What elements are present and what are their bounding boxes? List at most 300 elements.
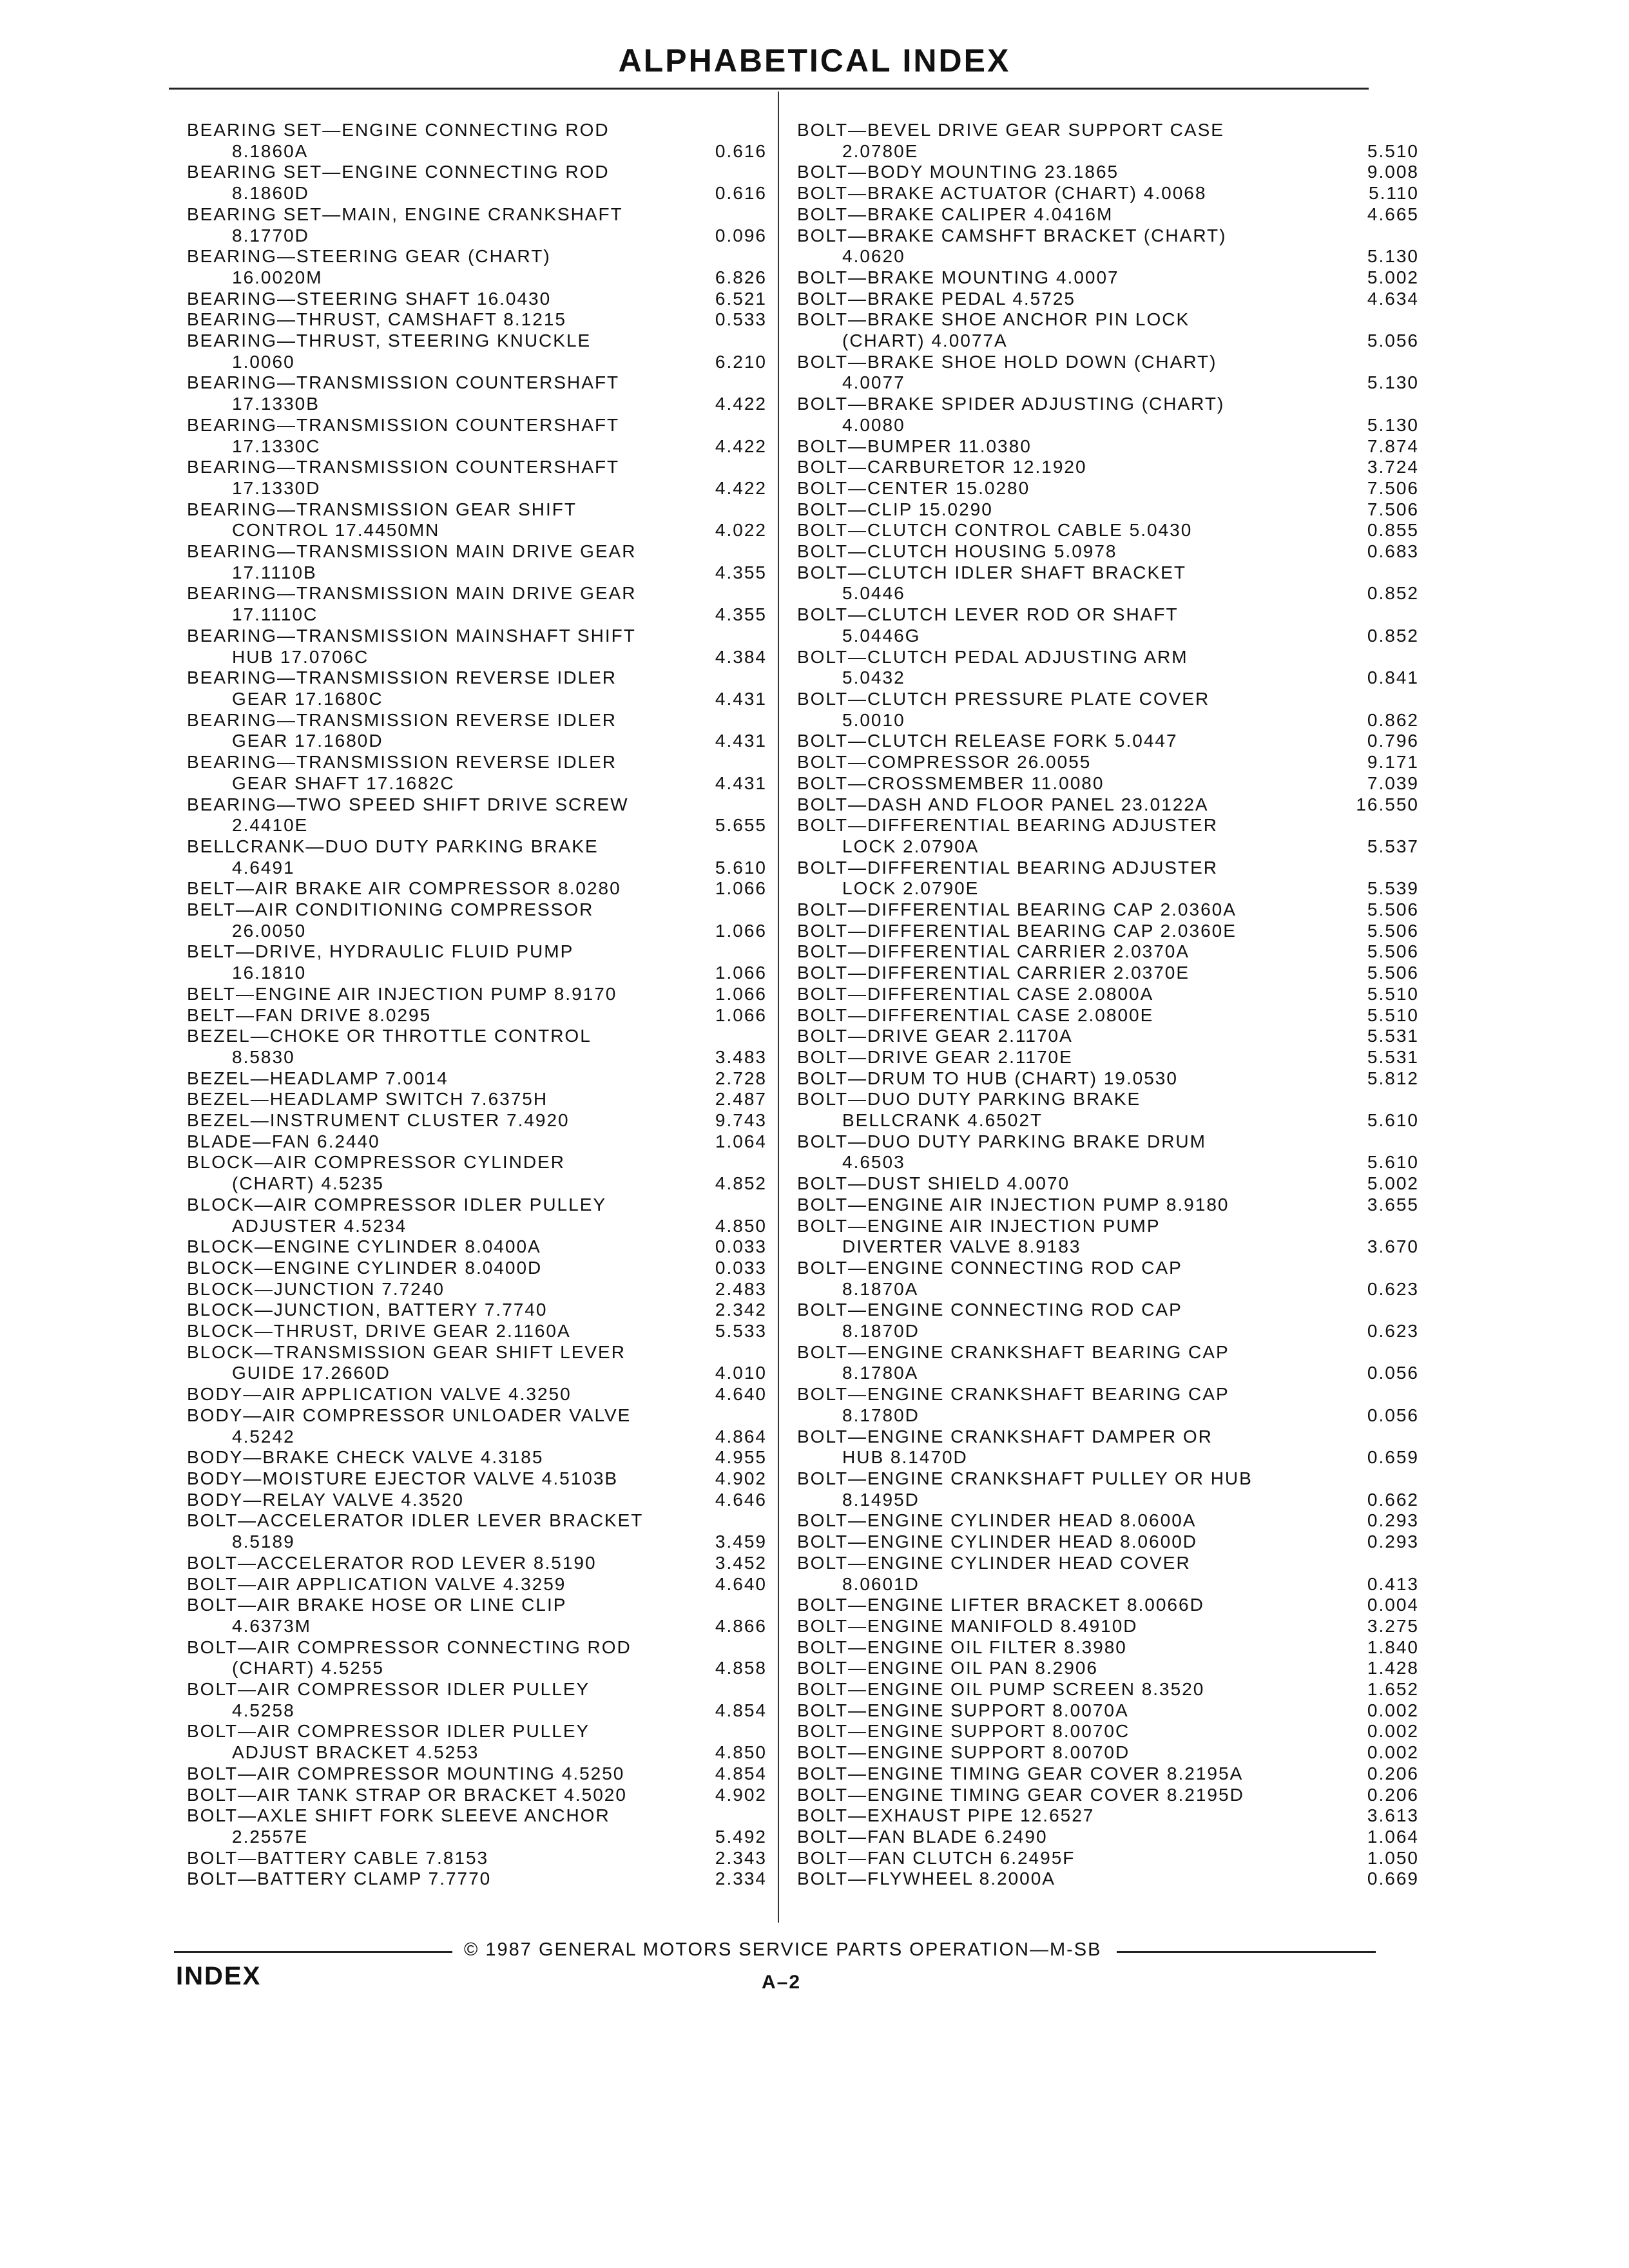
entry-name: BELT—AIR BRAKE AIR COMPRESSOR 8.0280 (187, 878, 621, 899)
entry-page-ref: 7.506 (1367, 477, 1419, 498)
index-entry (797, 858, 1419, 899)
entry-page-ref: 5.610 (1367, 1110, 1419, 1131)
entry-name-continued: 4.6503 (842, 1152, 905, 1173)
index-entry (187, 878, 767, 899)
entry-name-continued: 8.1860D (232, 183, 309, 204)
index-entry (797, 689, 1419, 731)
entry-name-continued: 17.1110C (232, 604, 318, 625)
entry-page-ref: 3.655 (1367, 1194, 1419, 1215)
index-entry (797, 963, 1419, 984)
index-entry (797, 794, 1419, 816)
entry-page-ref: 0.293 (1367, 1532, 1419, 1552)
index-entry (187, 1637, 767, 1679)
index-entry (187, 1595, 767, 1637)
entry-name: BOLT—ENGINE CRANKSHAFT BEARING CAP (797, 1341, 1229, 1362)
entry-name: BOLT—ENGINE CONNECTING ROD CAP (797, 1300, 1182, 1320)
entry-name-continued: DIVERTER VALVE 8.9183 (842, 1236, 1081, 1257)
index-entry (797, 1173, 1419, 1195)
entry-page-ref: 1.064 (715, 1131, 767, 1151)
index-entry (797, 647, 1419, 689)
entry-name: BOLT—BATTERY CLAMP 7.7770 (187, 1869, 492, 1889)
index-entry (797, 1532, 1419, 1553)
index-entry (797, 520, 1419, 541)
entry-page-ref: 0.855 (1367, 520, 1419, 541)
entry-name: BOLT—ENGINE CYLINDER HEAD 8.0600A (797, 1510, 1197, 1531)
page-number: A–2 (762, 1972, 802, 1993)
entry-page-ref: 5.510 (1367, 140, 1419, 161)
entry-page-ref: 5.655 (715, 815, 767, 836)
entry-name: BOLT—DIFFERENTIAL CARRIER 2.0370E (797, 963, 1190, 983)
right-index-column (797, 120, 1419, 1890)
entry-name: BEZEL—HEADLAMP SWITCH 7.6375H (187, 1089, 548, 1110)
entry-name-continued: 8.1870A (842, 1278, 919, 1299)
page-title: ALPHABETICAL INDEX (618, 43, 1011, 79)
index-entry (187, 794, 767, 836)
entry-name: BOLT—BRAKE SPIDER ADJUSTING (CHART) (797, 394, 1225, 414)
entry-page-ref: 5.531 (1367, 1046, 1419, 1067)
entry-name: BOLT—AIR COMPRESSOR MOUNTING 4.5250 (187, 1763, 625, 1783)
index-entry (187, 541, 767, 583)
entry-page-ref: 4.866 (715, 1615, 767, 1636)
entry-page-ref: 4.640 (715, 1573, 767, 1594)
entry-name-continued: HUB 8.1470D (842, 1447, 968, 1468)
entry-name-continued: 2.0780E (842, 140, 919, 161)
entry-page-ref: 5.002 (1367, 1173, 1419, 1194)
entry-name-continued: 1.0060 (232, 351, 295, 372)
entry-name: BELT—ENGINE AIR INJECTION PUMP 8.9170 (187, 983, 617, 1004)
entry-name-continued: GEAR SHAFT 17.1682C (232, 773, 455, 793)
entry-name: BOLT—ENGINE TIMING GEAR COVER 8.2195A (797, 1763, 1244, 1783)
entry-name-continued: ADJUST BRACKET 4.5253 (232, 1742, 479, 1763)
entry-page-ref: 5.531 (1367, 1026, 1419, 1046)
entry-page-ref: 16.550 (1356, 794, 1419, 814)
entry-name: BOLT—AIR APPLICATION VALVE 4.3259 (187, 1573, 566, 1594)
index-entry (187, 1405, 767, 1447)
index-entry (187, 941, 767, 983)
entry-name: BOLT—BRAKE SHOE ANCHOR PIN LOCK (797, 309, 1190, 330)
index-entry (187, 309, 767, 331)
entry-name-continued: (CHART) 4.0077A (842, 331, 1008, 351)
entry-page-ref: 0.002 (1367, 1742, 1419, 1763)
entry-name-continued: (CHART) 4.5255 (232, 1658, 385, 1678)
entry-name: BOLT—ENGINE CYLINDER HEAD 8.0600D (797, 1532, 1197, 1552)
entry-page-ref: 2.487 (715, 1089, 767, 1110)
entry-name-continued: GEAR 17.1680C (232, 688, 383, 709)
entry-name: BEARING—TRANSMISSION GEAR SHIFT (187, 499, 577, 519)
entry-page-ref: 2.343 (715, 1847, 767, 1868)
index-entry (187, 1384, 767, 1405)
index-entry (187, 1721, 767, 1763)
entry-name: BOLT—AIR COMPRESSOR IDLER PULLEY (187, 1679, 590, 1700)
entry-name: BOLT—DRUM TO HUB (CHART) 19.0530 (797, 1068, 1178, 1088)
entry-name-continued: 5.0432 (842, 668, 905, 688)
index-entry (797, 1637, 1419, 1658)
entry-page-ref: 5.110 (1369, 183, 1419, 204)
entry-name: BOLT—ENGINE OIL PAN 8.2906 (797, 1658, 1098, 1678)
entry-name: BEZEL—CHOKE OR THROTTLE CONTROL (187, 1026, 592, 1046)
index-entry (187, 1574, 767, 1595)
entry-name: BOLT—DIFFERENTIAL BEARING ADJUSTER (797, 815, 1218, 836)
entry-page-ref: 0.002 (1367, 1700, 1419, 1720)
entry-page-ref: 0.056 (1367, 1363, 1419, 1383)
index-entry (797, 1785, 1419, 1806)
entry-page-ref: 1.066 (715, 963, 767, 983)
entry-name: BOLT—AIR COMPRESSOR CONNECTING ROD (187, 1637, 631, 1657)
index-entry (797, 267, 1419, 289)
entry-page-ref: 4.852 (715, 1173, 767, 1194)
entry-page-ref: 1.428 (1367, 1658, 1419, 1678)
entry-page-ref: 4.640 (715, 1384, 767, 1405)
entry-name: BOLT—ENGINE AIR INJECTION PUMP 8.9180 (797, 1194, 1229, 1215)
entry-page-ref: 5.510 (1367, 983, 1419, 1004)
entry-name-continued: 4.0077 (842, 372, 905, 393)
entry-name-continued: 17.1330D (232, 477, 321, 498)
entry-name: BELT—DRIVE, HYDRAULIC FLUID PUMP (187, 941, 574, 962)
index-entry (797, 1658, 1419, 1679)
entry-name: BOLT—ENGINE SUPPORT 8.0070C (797, 1721, 1130, 1742)
entry-name-continued: 4.6491 (232, 857, 295, 878)
entry-page-ref: 3.275 (1367, 1615, 1419, 1636)
index-entry (797, 1510, 1419, 1532)
entry-page-ref: 0.002 (1367, 1721, 1419, 1742)
entry-page-ref: 1.066 (715, 878, 767, 899)
entry-name: BLOCK—ENGINE CYLINDER 8.0400D (187, 1257, 543, 1278)
index-entry (797, 1805, 1419, 1827)
index-entry (187, 1447, 767, 1468)
entry-name: BOLT—DIFFERENTIAL CARRIER 2.0370A (797, 941, 1190, 962)
index-entry (187, 1869, 767, 1890)
entry-name-continued: 4.0620 (842, 246, 905, 267)
entry-name: BOLT—BUMPER 11.0380 (797, 436, 1032, 456)
entry-name: BODY—AIR COMPRESSOR UNLOADER VALVE (187, 1405, 631, 1425)
entry-page-ref: 4.634 (1367, 288, 1419, 309)
index-entry (187, 668, 767, 709)
index-entry (797, 1827, 1419, 1848)
index-entry (797, 1195, 1419, 1216)
entry-name: BOLT—DASH AND FLOOR PANEL 23.0122A (797, 794, 1209, 814)
entry-name: BOLT—BRAKE CALIPER 4.0416M (797, 204, 1113, 224)
index-entry (187, 162, 767, 204)
entry-name: BEARING SET—ENGINE CONNECTING ROD (187, 162, 610, 182)
entry-name-continued: 2.4410E (232, 815, 309, 836)
entry-name: BOLT—DIFFERENTIAL BEARING CAP 2.0360A (797, 899, 1237, 920)
entry-page-ref: 5.002 (1367, 267, 1419, 287)
index-entry (187, 1300, 767, 1321)
index-entry (797, 120, 1419, 162)
entry-page-ref: 0.852 (1367, 625, 1419, 646)
index-entry (797, 604, 1419, 646)
entry-name: BOLT—ENGINE MANIFOLD 8.4910D (797, 1615, 1138, 1636)
entry-name: BOLT—BRAKE SHOE HOLD DOWN (CHART) (797, 351, 1217, 372)
entry-name: BLADE—FAN 6.2440 (187, 1131, 380, 1151)
entry-name-continued: 17.1110B (232, 562, 317, 582)
entry-page-ref: 0.659 (1367, 1447, 1419, 1468)
index-entry (187, 1089, 767, 1110)
entry-page-ref: 6.521 (715, 288, 767, 309)
entry-name: BOLT—CROSSMEMBER 11.0080 (797, 773, 1104, 793)
entry-name-continued: 8.5830 (232, 1046, 295, 1067)
entry-page-ref: 5.130 (1367, 372, 1419, 393)
entry-page-ref: 4.854 (715, 1763, 767, 1783)
entry-name-continued: 4.6373M (232, 1615, 311, 1636)
index-entry (797, 984, 1419, 1005)
entry-page-ref: 0.033 (715, 1257, 767, 1278)
entry-page-ref: 3.613 (1367, 1805, 1419, 1826)
copyright-notice: © 1987 GENERAL MOTORS SERVICE PARTS OPERATION—M-SB (464, 1939, 1102, 1960)
entry-page-ref: 4.010 (715, 1363, 767, 1383)
entry-page-ref: 5.533 (715, 1321, 767, 1341)
index-entry (797, 1026, 1419, 1047)
entry-page-ref: 4.355 (715, 562, 767, 582)
entry-name: BEZEL—INSTRUMENT CLUSTER 7.4920 (187, 1110, 570, 1131)
entry-page-ref: 5.506 (1367, 920, 1419, 941)
entry-name-continued: 5.0010 (842, 709, 905, 730)
index-entry (797, 1869, 1419, 1890)
index-entry (187, 626, 767, 668)
entry-name: BLOCK—TRANSMISSION GEAR SHIFT LEVER (187, 1341, 626, 1362)
index-entry (187, 752, 767, 794)
index-entry (187, 1553, 767, 1574)
entry-name: BOLT—FAN CLUTCH 6.2495F (797, 1847, 1075, 1868)
entry-page-ref: 5.510 (1367, 1004, 1419, 1025)
entry-page-ref: 4.850 (715, 1742, 767, 1763)
entry-name-continued: 4.5242 (232, 1426, 295, 1446)
entry-page-ref: 5.539 (1367, 878, 1419, 899)
index-entry (187, 710, 767, 752)
entry-page-ref: 0.683 (1367, 541, 1419, 562)
entry-name-continued: 8.1780D (842, 1405, 920, 1425)
entry-name: BOLT—ENGINE CYLINDER HEAD COVER (797, 1552, 1191, 1573)
entry-name: BOLT—ENGINE SUPPORT 8.0070A (797, 1700, 1129, 1720)
entry-name: BEARING SET—MAIN, ENGINE CRANKSHAFT (187, 204, 623, 224)
entry-page-ref: 2.334 (715, 1869, 767, 1889)
entry-page-ref: 0.669 (1367, 1869, 1419, 1889)
entry-name: BOLT—DUO DUTY PARKING BRAKE DRUM (797, 1131, 1206, 1151)
index-entry (187, 1110, 767, 1131)
index-entry (797, 752, 1419, 773)
entry-name: BLOCK—JUNCTION, BATTERY 7.7740 (187, 1300, 548, 1320)
index-entry (187, 120, 767, 162)
entry-page-ref: 1.840 (1367, 1637, 1419, 1657)
entry-name: BOLT—BRAKE ACTUATOR (CHART) 4.0068 (797, 183, 1207, 204)
entry-name: BEARING—TRANSMISSION COUNTERSHAFT (187, 457, 620, 477)
index-entry (797, 1848, 1419, 1869)
entry-name: BODY—AIR APPLICATION VALVE 4.3250 (187, 1384, 572, 1405)
entry-name: BOLT—ENGINE LIFTER BRACKET 8.0066D (797, 1595, 1204, 1615)
entry-page-ref: 1.066 (715, 1004, 767, 1025)
entry-page-ref: 5.537 (1367, 836, 1419, 856)
entry-name: BOLT—DIFFERENTIAL BEARING CAP 2.0360E (797, 920, 1237, 941)
entry-name: BOLT—FAN BLADE 6.2490 (797, 1826, 1048, 1847)
entry-page-ref: 7.874 (1367, 436, 1419, 456)
entry-page-ref: 0.056 (1367, 1405, 1419, 1425)
entry-page-ref: 4.864 (715, 1426, 767, 1446)
index-entry (797, 1300, 1419, 1341)
index-entry (797, 1763, 1419, 1785)
index-entry (797, 1721, 1419, 1742)
index-entry (797, 1384, 1419, 1426)
index-entry (797, 352, 1419, 394)
entry-name: BEARING—THRUST, CAMSHAFT 8.1215 (187, 309, 566, 330)
entry-name: BOLT—DUST SHIELD 4.0070 (797, 1173, 1070, 1194)
entry-page-ref: 6.826 (715, 267, 767, 287)
entry-page-ref: 4.902 (715, 1784, 767, 1805)
index-entry (187, 246, 767, 288)
entry-name: BEARING—TRANSMISSION MAIN DRIVE GEAR (187, 541, 637, 562)
index-entry (797, 921, 1419, 942)
entry-name: BOLT—BRAKE PEDAL 4.5725 (797, 288, 1075, 309)
entry-name: BEARING—TRANSMISSION REVERSE IDLER (187, 668, 617, 688)
section-label: INDEX (176, 1962, 262, 1990)
entry-name-continued: 26.0050 (232, 920, 307, 941)
index-entry (797, 1131, 1419, 1173)
entry-page-ref: 1.066 (715, 920, 767, 941)
entry-name: BOLT—BATTERY CABLE 7.8153 (187, 1847, 489, 1868)
entry-name: BLOCK—AIR COMPRESSOR CYLINDER (187, 1152, 565, 1173)
index-entry (187, 1510, 767, 1552)
index-entry (797, 1216, 1419, 1258)
entry-name-continued: 2.2557E (232, 1826, 309, 1847)
entry-name: BEARING—TRANSMISSION REVERSE IDLER (187, 709, 617, 730)
entry-name: BEZEL—HEADLAMP 7.0014 (187, 1068, 448, 1088)
entry-name: BODY—MOISTURE EJECTOR VALVE 4.5103B (187, 1468, 619, 1488)
entry-page-ref: 0.096 (715, 225, 767, 245)
entry-page-ref: 5.056 (1367, 331, 1419, 351)
entry-page-ref: 6.210 (715, 351, 767, 372)
entry-name-continued: LOCK 2.0790E (842, 878, 979, 899)
entry-name-continued: 16.0020M (232, 267, 323, 287)
entry-page-ref: 4.355 (715, 604, 767, 625)
entry-name-continued: 16.1810 (232, 963, 307, 983)
entry-name: BOLT—AIR BRAKE HOSE OR LINE CLIP (187, 1595, 567, 1615)
entry-name: BEARING—THRUST, STEERING KNUCKLE (187, 331, 592, 351)
index-entry (797, 773, 1419, 794)
entry-name: BOLT—FLYWHEEL 8.2000A (797, 1869, 1055, 1889)
entry-name-continued: 17.1330C (232, 436, 321, 456)
entry-name: BOLT—CARBURETOR 12.1920 (797, 457, 1087, 477)
entry-page-ref: 5.506 (1367, 963, 1419, 983)
entry-page-ref: 5.492 (715, 1826, 767, 1847)
entry-name-continued: 8.1870D (842, 1321, 920, 1341)
entry-name: BEARING—STEERING GEAR (CHART) (187, 246, 551, 267)
entry-name: BOLT—ENGINE OIL FILTER 8.3980 (797, 1637, 1127, 1657)
entry-name: BOLT—EXHAUST PIPE 12.6527 (797, 1805, 1095, 1826)
index-entry (797, 941, 1419, 963)
index-entry (187, 372, 767, 414)
entry-page-ref: 4.665 (1367, 204, 1419, 224)
index-entry (797, 436, 1419, 457)
entry-name: BOLT—DIFFERENTIAL CASE 2.0800E (797, 1004, 1154, 1025)
entry-name: BEARING—TRANSMISSION MAIN DRIVE GEAR (187, 583, 637, 604)
index-entry (797, 1595, 1419, 1616)
entry-name-continued: 8.1770D (232, 225, 309, 245)
index-entry (187, 1026, 767, 1068)
entry-name-continued: HUB 17.0706C (232, 646, 369, 667)
entry-name: BOLT—AXLE SHIFT FORK SLEEVE ANCHOR (187, 1805, 610, 1826)
index-entry (797, 1089, 1419, 1131)
entry-name: BOLT—BEVEL DRIVE GEAR SUPPORT CASE (797, 120, 1224, 140)
entry-name: BOLT—CLUTCH LEVER ROD OR SHAFT (797, 604, 1179, 625)
index-entry (797, 562, 1419, 604)
index-entry (187, 1321, 767, 1342)
entry-page-ref: 0.662 (1367, 1489, 1419, 1510)
entry-name: BEARING SET—ENGINE CONNECTING ROD (187, 120, 610, 140)
entry-page-ref: 3.724 (1367, 457, 1419, 477)
entry-page-ref: 0.293 (1367, 1510, 1419, 1531)
entry-name: BLOCK—AIR COMPRESSOR IDLER PULLEY (187, 1194, 607, 1215)
index-entry (797, 1616, 1419, 1637)
index-entry (187, 457, 767, 499)
entry-name: BOLT—ENGINE TIMING GEAR COVER 8.2195D (797, 1784, 1244, 1805)
entry-page-ref: 0.862 (1367, 709, 1419, 730)
entry-name: BOLT—ENGINE CONNECTING ROD CAP (797, 1257, 1182, 1278)
entry-name: BELLCRANK—DUO DUTY PARKING BRAKE (187, 836, 599, 856)
index-entry (797, 899, 1419, 921)
entry-name: BOLT—DRIVE GEAR 2.1170A (797, 1026, 1073, 1046)
entry-name: BOLT—AIR TANK STRAP OR BRACKET 4.5020 (187, 1784, 627, 1805)
index-entry (187, 1468, 767, 1490)
entry-name: BEARING—STEERING SHAFT 16.0430 (187, 288, 552, 309)
entry-name: BOLT—BRAKE MOUNTING 4.0007 (797, 267, 1119, 287)
index-entry (187, 1848, 767, 1869)
index-entry (187, 1805, 767, 1847)
index-entry (797, 1553, 1419, 1595)
entry-page-ref: 0.623 (1367, 1278, 1419, 1299)
index-entry (187, 1005, 767, 1026)
index-entry (797, 1468, 1419, 1510)
entry-page-ref: 4.422 (715, 436, 767, 456)
index-entry (797, 457, 1419, 478)
entry-name-continued: 8.1860A (232, 140, 309, 161)
index-entry (187, 899, 767, 941)
entry-page-ref: 5.610 (1367, 1152, 1419, 1173)
entry-page-ref: 4.858 (715, 1658, 767, 1678)
entry-name-continued: 5.0446 (842, 583, 905, 604)
entry-page-ref: 9.743 (715, 1110, 767, 1131)
entry-page-ref: 4.431 (715, 773, 767, 793)
entry-name-continued: LOCK 2.0790A (842, 836, 979, 856)
entry-name-continued: 8.5189 (232, 1532, 295, 1552)
index-entry (187, 1152, 767, 1194)
index-entry (797, 1679, 1419, 1700)
entry-name: BOLT—BRAKE CAMSHFT BRACKET (CHART) (797, 225, 1227, 245)
entry-page-ref: 1.652 (1367, 1679, 1419, 1700)
index-entry (797, 1427, 1419, 1468)
entry-page-ref: 0.796 (1367, 731, 1419, 751)
entry-page-ref: 0.852 (1367, 583, 1419, 604)
index-entry (187, 836, 767, 878)
index-entry (797, 1342, 1419, 1384)
index-entry (797, 499, 1419, 521)
entry-name-continued: (CHART) 4.5235 (232, 1173, 385, 1194)
entry-name: BOLT—BODY MOUNTING 23.1865 (797, 162, 1119, 182)
entry-name-continued: 4.0080 (842, 414, 905, 435)
entry-name: BOLT—ENGINE CRANKSHAFT DAMPER OR (797, 1426, 1213, 1446)
entry-page-ref: 3.483 (715, 1046, 767, 1067)
entry-page-ref: 4.850 (715, 1215, 767, 1236)
index-entry (187, 1236, 767, 1258)
entry-page-ref: 0.623 (1367, 1321, 1419, 1341)
entry-name-continued: 4.5258 (232, 1700, 295, 1720)
entry-name: BOLT—CLUTCH PRESSURE PLATE COVER (797, 688, 1210, 709)
index-entry (187, 1068, 767, 1090)
entry-page-ref: 0.206 (1367, 1784, 1419, 1805)
entry-name: BOLT—ENGINE CRANKSHAFT PULLEY OR HUB (797, 1468, 1253, 1488)
index-entry (797, 394, 1419, 436)
entry-name: BOLT—CLIP 15.0290 (797, 499, 993, 519)
entry-name: BOLT—DIFFERENTIAL BEARING ADJUSTER (797, 857, 1218, 878)
entry-page-ref: 5.130 (1367, 246, 1419, 267)
